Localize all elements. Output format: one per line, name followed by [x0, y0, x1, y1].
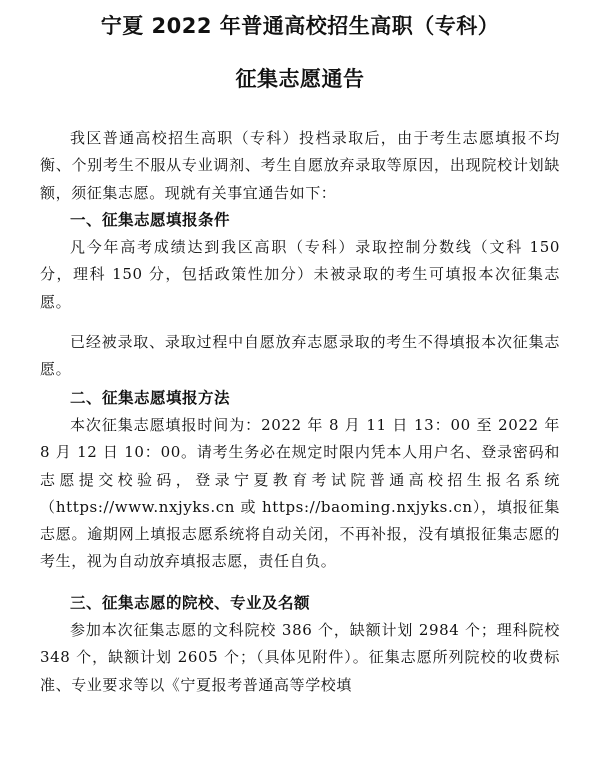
intro-paragraph: 我区普通高校招生高职（专科）投档录取后，由于考生志愿填报不均衡、个别考生不服从专业调剂、考生自愿放弃录取等原因，出现院校计划缺额，须征集志愿。现就有关事宜通告如下：: [40, 129, 560, 202]
section-1-paragraph-1: 凡今年高考成绩达到我区高职（专科）录取控制分数线（文科 150 分，理科 150 分，包括政策性加分）未被录取的考生可填报本次征集志愿。: [40, 238, 560, 311]
section-heading-1: 一、征集志愿填报条件: [70, 211, 231, 229]
section-3-paragraph-1: 参加本次征集志愿的文科院校 386 个，缺额计划 2984 个；理科院校 348 个，缺额计划 2605 个；（具体见附件）。征集志愿所列院校的收费标准、专业要求等以《宁夏报考普通高等学校填: [40, 621, 560, 694]
section-heading-2: 二、征集志愿填报方法: [70, 389, 231, 407]
section-1-paragraph-2: 已经被录取、录取过程中自愿放弃志愿录取的考生不得填报本次征集志愿。: [40, 333, 560, 379]
document-title-line1: 宁夏 2022 年普通高校招生高职（专科）: [100, 14, 500, 38]
section-2-paragraph-1: 本次征集志愿填报时间为：2022 年 8 月 11 日 13：00 至 2022 年 8 月 12 日 10：00。请考生务必在规定时限内凭本人用户名、登录密码和志愿提交校验码，登录宁夏教育考试院普通高校招生报名系统（https://www.nxjyks.cn 或 https://baoming.nxjyks.cn），填报征集志愿。逾期网上填报志愿系统将自动关闭，不再补报，没有填报征集志愿的考生，视为自动放弃填报志愿，责任自负。: [40, 416, 560, 571]
document-title-line2: 征集志愿通告: [235, 67, 365, 91]
section-heading-3: 三、征集志愿的院校、专业及名额: [70, 594, 311, 612]
